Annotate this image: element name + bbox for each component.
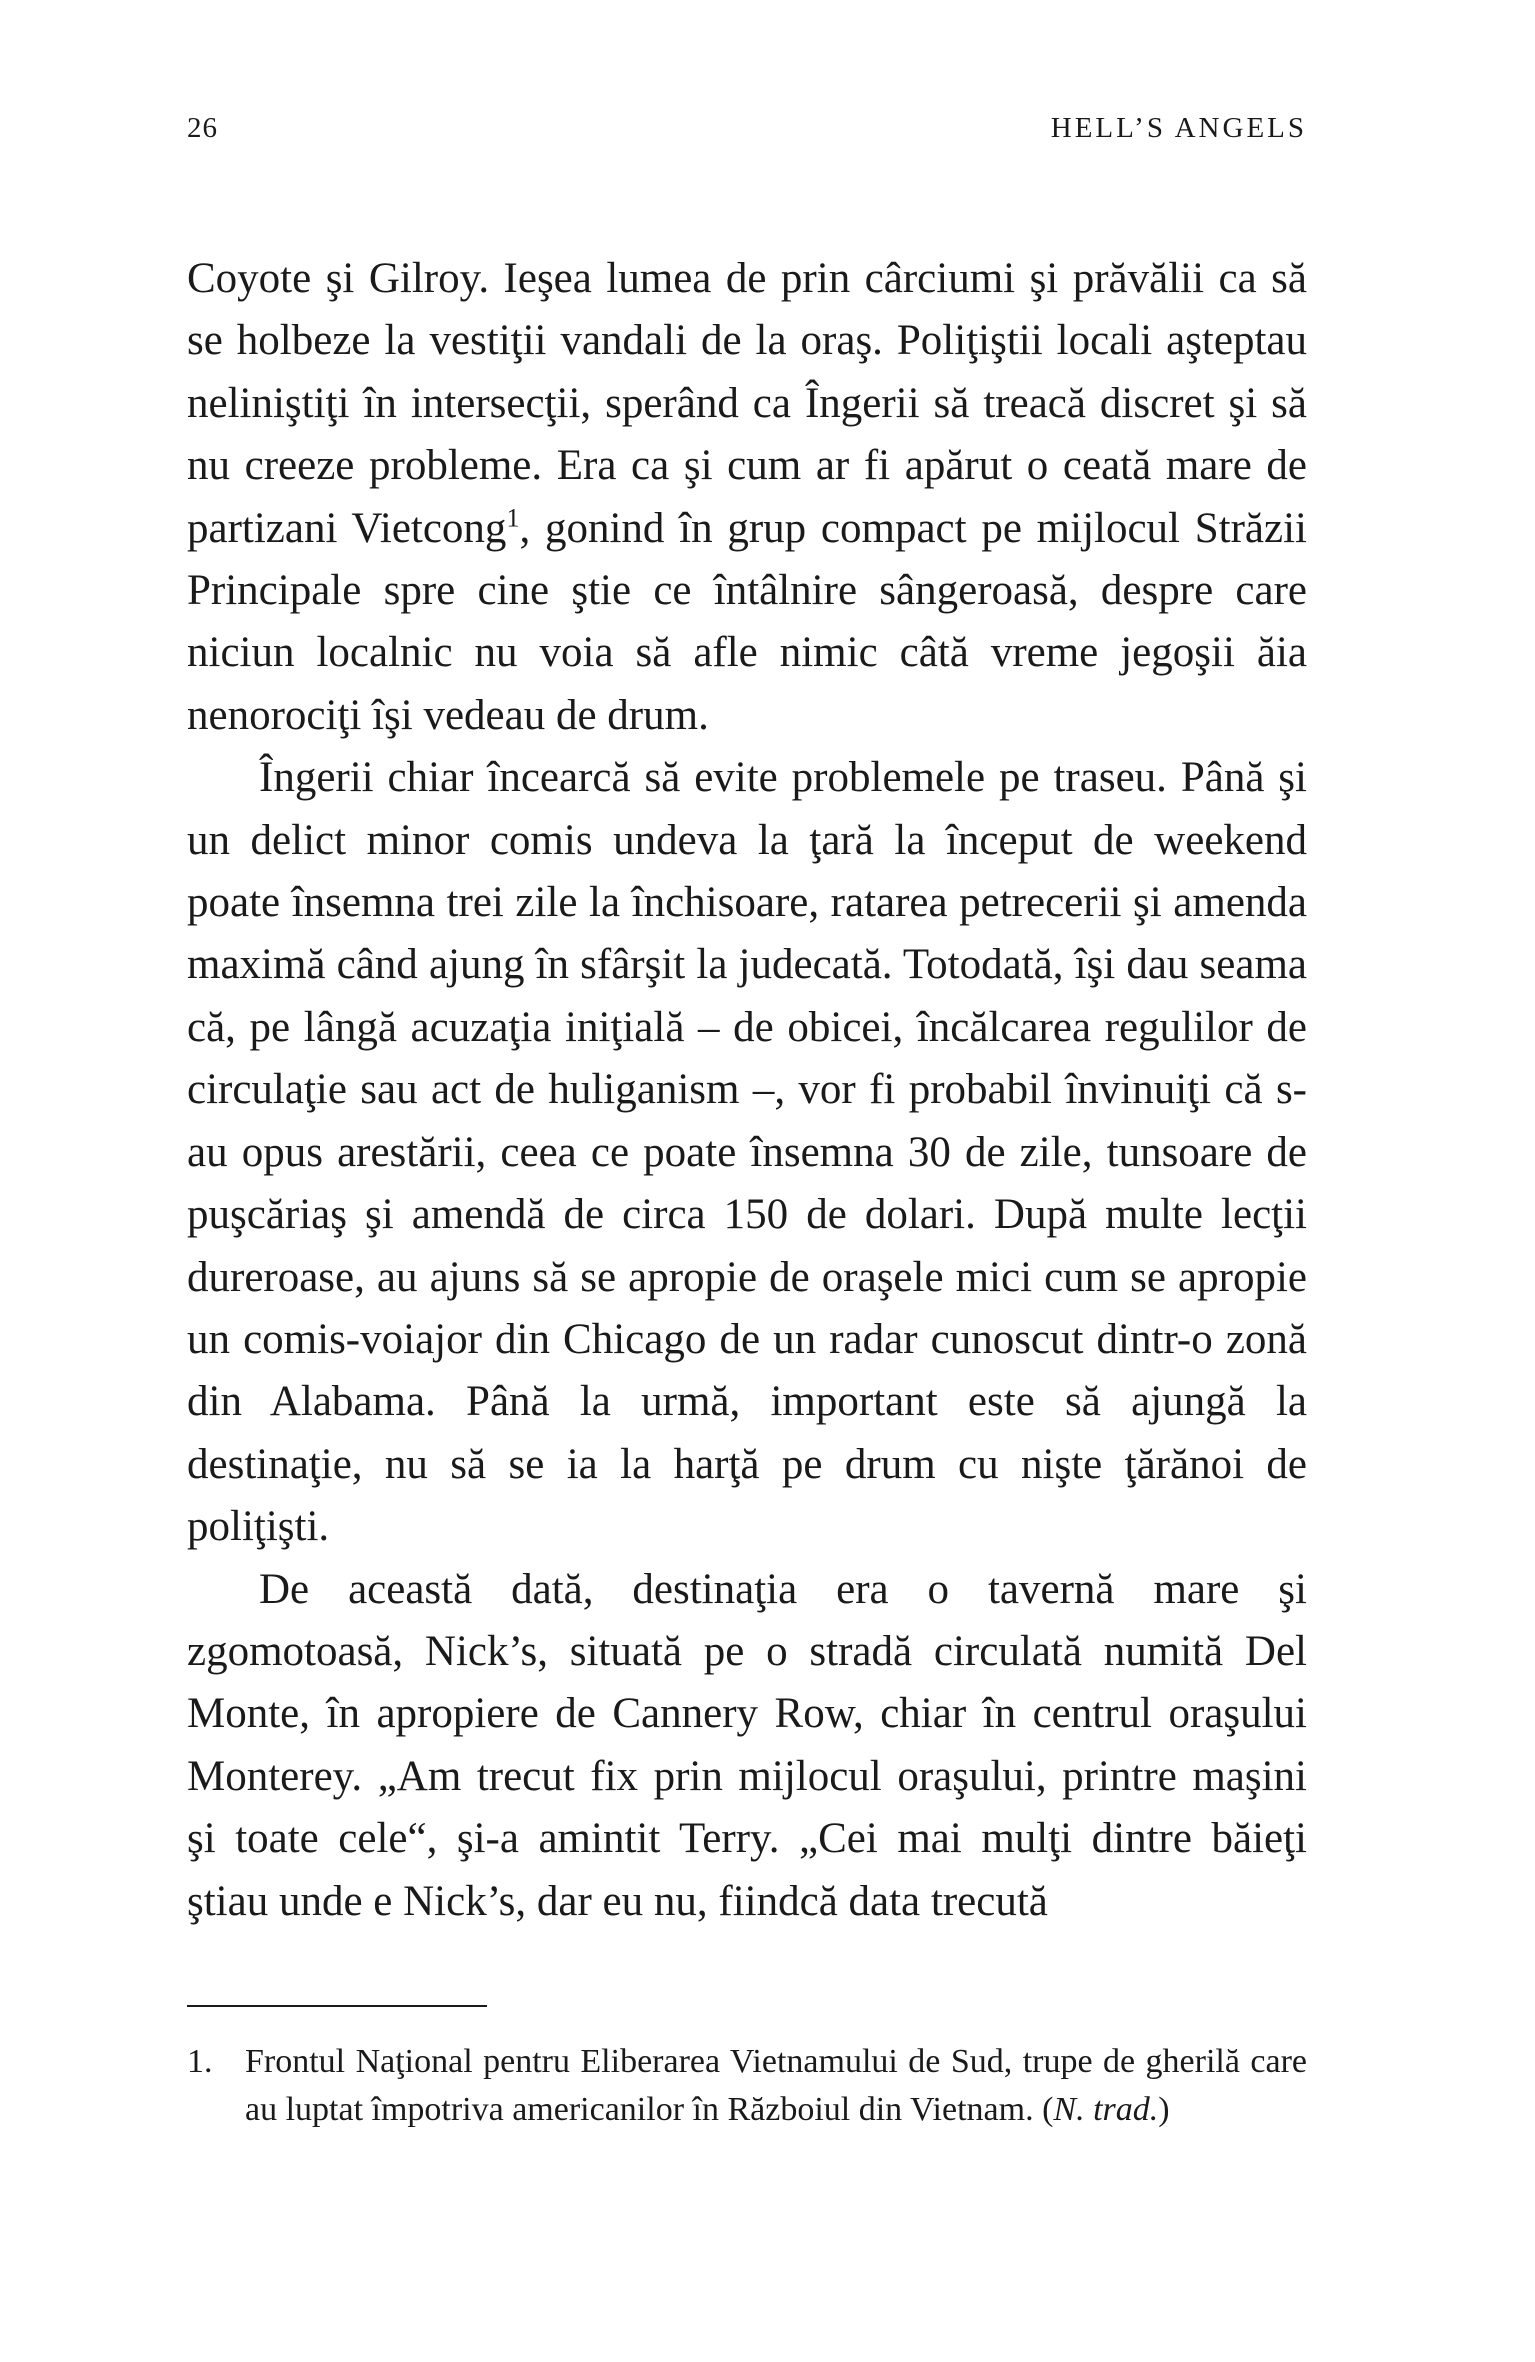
footnote-number: 1.	[187, 2043, 213, 2080]
footnote-reference: 1	[506, 503, 520, 533]
paragraph-1-part-b: , gonind în grup compact pe mijlocul Străzii Principale spre cine ştie ce întâlnire sângeroasă, despre care niciun localnic nu voia să afle nimic câtă vreme jegoşii ăia nenorociţi îşi vedeau de drum.	[187, 504, 1307, 739]
footnote-text-end: )	[1158, 2091, 1170, 2128]
paragraph-1	[187, 248, 1307, 747]
running-head	[187, 112, 1307, 152]
page-number: 26	[187, 112, 218, 144]
footnote-text-main: Frontul Naţional pentru Eliberarea Vietnamului de Sud, trupe de gherilă care au luptat împotriva americanilor în Războiul din Vietnam. (	[245, 2043, 1307, 2128]
paragraph-2: Îngerii chiar încearcă să evite problemele pe traseu. Până şi un delict minor comis undeva la ţară la început de weekend poate însemna trei zile la închisoare, ratarea petrecerii şi amenda maximă când ajung în sfârşit la judecată. Totodată, îşi dau seama că, pe lângă acuzaţia iniţială – de obicei, încălcarea regulilor de circulaţie sau act de huliganism –, vor fi probabil învinuiţi că s-au opus arestării, ceea ce poate însemna 30 de zile, tunsoare de puşcăriaş şi amendă de circa 150 de dolari. După multe lecţii dureroase, au ajuns să se apropie de oraşele mici cum se apropie un comis-voiajor din Chicago de un radar cunoscut dintr-o zonă din Alabama. Până la urmă, important este să ajungă la destinaţie, nu să se ia la harţă pe drum cu nişte ţărănoi de poliţişti.	[187, 754, 1307, 1551]
footnote-translator-note: N. trad.	[1053, 2091, 1159, 2128]
footnote-text	[245, 2038, 1307, 2134]
book-title: HELL’S ANGELS	[1050, 112, 1307, 144]
footnote	[187, 2038, 1307, 2134]
paragraph-3: De această dată, destinaţia era o tavernă mare şi zgomotoasă, Nick’s, situată pe o stradă circulată numită Del Monte, în apropiere de Cannery Row, chiar în centrul oraşului Monterey. „Am trecut fix prin mijlocul oraşului, printre maşini şi toate cele“, şi-a amintit Terry. „Cei mai mulţi dintre băieţi ştiau unde e Nick’s, dar eu nu, fiindcă data trecută	[187, 1565, 1307, 1925]
body-text	[187, 248, 1307, 1933]
footnote-divider	[187, 2005, 487, 2007]
paragraph-1-part-a: Coyote şi Gilroy. Ieşea lumea de prin cârciumi şi prăvălii ca să se holbeze la vestiţii vandali de la oraş. Poliţiştii locali aşteptau neliniştiţi în intersecţii, sperând ca Îngerii să treacă discret şi să nu creeze probleme. Era ca şi cum ar fi apărut o ceată mare de partizani Vietcong	[187, 255, 1307, 552]
